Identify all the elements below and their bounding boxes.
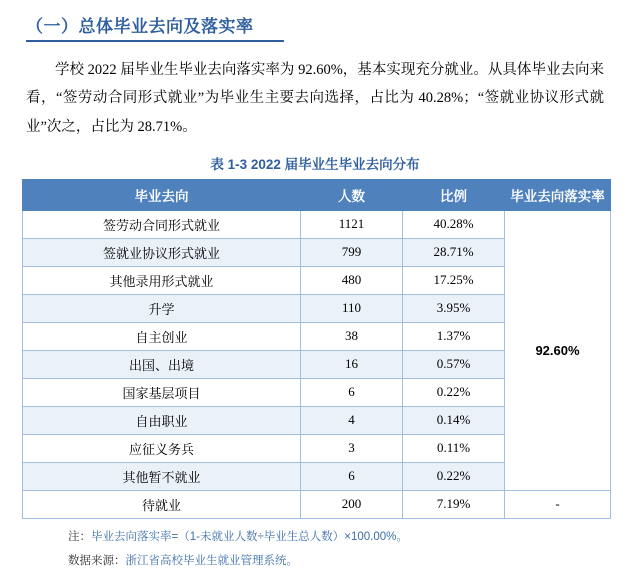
cell-ratio: 0.11% xyxy=(403,434,505,462)
table-caption: 表 1-3 2022 届毕业生毕业去向分布 xyxy=(210,156,420,172)
cell-count: 799 xyxy=(301,238,403,266)
cell-count: 6 xyxy=(301,462,403,490)
cell-ratio: 0.57% xyxy=(403,350,505,378)
column-header-ratio: 比例 xyxy=(403,179,505,210)
cell-count: 6 xyxy=(301,378,403,406)
document-page xyxy=(0,12,630,566)
source-text: 浙江省高校毕业生就业管理系统。 xyxy=(125,554,298,567)
source-label: 数据来源： xyxy=(68,554,126,567)
graduate-destination-table xyxy=(22,179,611,519)
cell-count: 16 xyxy=(301,350,403,378)
cell-count: 1121 xyxy=(301,210,403,238)
cell-ratio: 0.14% xyxy=(403,406,505,434)
cell-count: 110 xyxy=(301,294,403,322)
table-note xyxy=(68,527,608,549)
cell-destination: 国家基层项目 xyxy=(23,378,301,406)
note-label: 注： xyxy=(68,530,91,543)
cell-destination: 升学 xyxy=(23,294,301,322)
cell-destination: 待就业 xyxy=(23,490,301,518)
cell-count: 200 xyxy=(301,490,403,518)
table-row xyxy=(23,210,611,238)
cell-destination: 其他暂不就业 xyxy=(23,462,301,490)
table-header-row xyxy=(23,179,611,210)
cell-count: 3 xyxy=(301,434,403,462)
cell-destination: 自由职业 xyxy=(23,406,301,434)
cell-ratio: 40.28% xyxy=(403,210,505,238)
cell-destination: 应征义务兵 xyxy=(23,434,301,462)
cell-destination: 签就业协议形式就业 xyxy=(23,238,301,266)
cell-destination: 签劳动合同形式就业 xyxy=(23,210,301,238)
cell-destination: 其他录用形式就业 xyxy=(23,266,301,294)
cell-ratio: 0.22% xyxy=(403,462,505,490)
cell-ratio: 7.19% xyxy=(403,490,505,518)
cell-destination: 自主创业 xyxy=(23,322,301,350)
cell-employment-rate-dash: - xyxy=(505,490,611,518)
cell-count: 4 xyxy=(301,406,403,434)
cell-ratio: 0.22% xyxy=(403,378,505,406)
title-underline xyxy=(26,40,284,42)
cell-ratio: 3.95% xyxy=(403,294,505,322)
cell-count: 38 xyxy=(301,322,403,350)
column-header-rate: 毕业去向落实率 xyxy=(505,179,611,210)
table-row xyxy=(23,490,611,518)
note-text: 毕业去向落实率=（1-未就业人数÷毕业生总人数）×100.00%。 xyxy=(91,530,408,543)
body-paragraph: 学校 2022 届毕业生毕业去向落实率为 92.60%，基本实现充分就业。从具体毕业去向来看，“签劳动合同形式就业”为毕业生主要去向选择，占比为 40.28%；“签就业协议形式就业”次之，占比为 28.71%。 xyxy=(26,62,604,135)
cell-count: 480 xyxy=(301,266,403,294)
cell-ratio: 1.37% xyxy=(403,322,505,350)
cell-destination: 出国、出境 xyxy=(23,350,301,378)
cell-ratio: 17.25% xyxy=(403,266,505,294)
cell-employment-rate: 92.60% xyxy=(505,210,611,490)
cell-ratio: 28.71% xyxy=(403,238,505,266)
column-header-count: 人数 xyxy=(301,179,403,210)
page-title: （一）总体毕业去向及落实率 xyxy=(26,17,254,36)
column-header-destination: 毕业去向 xyxy=(23,179,301,210)
